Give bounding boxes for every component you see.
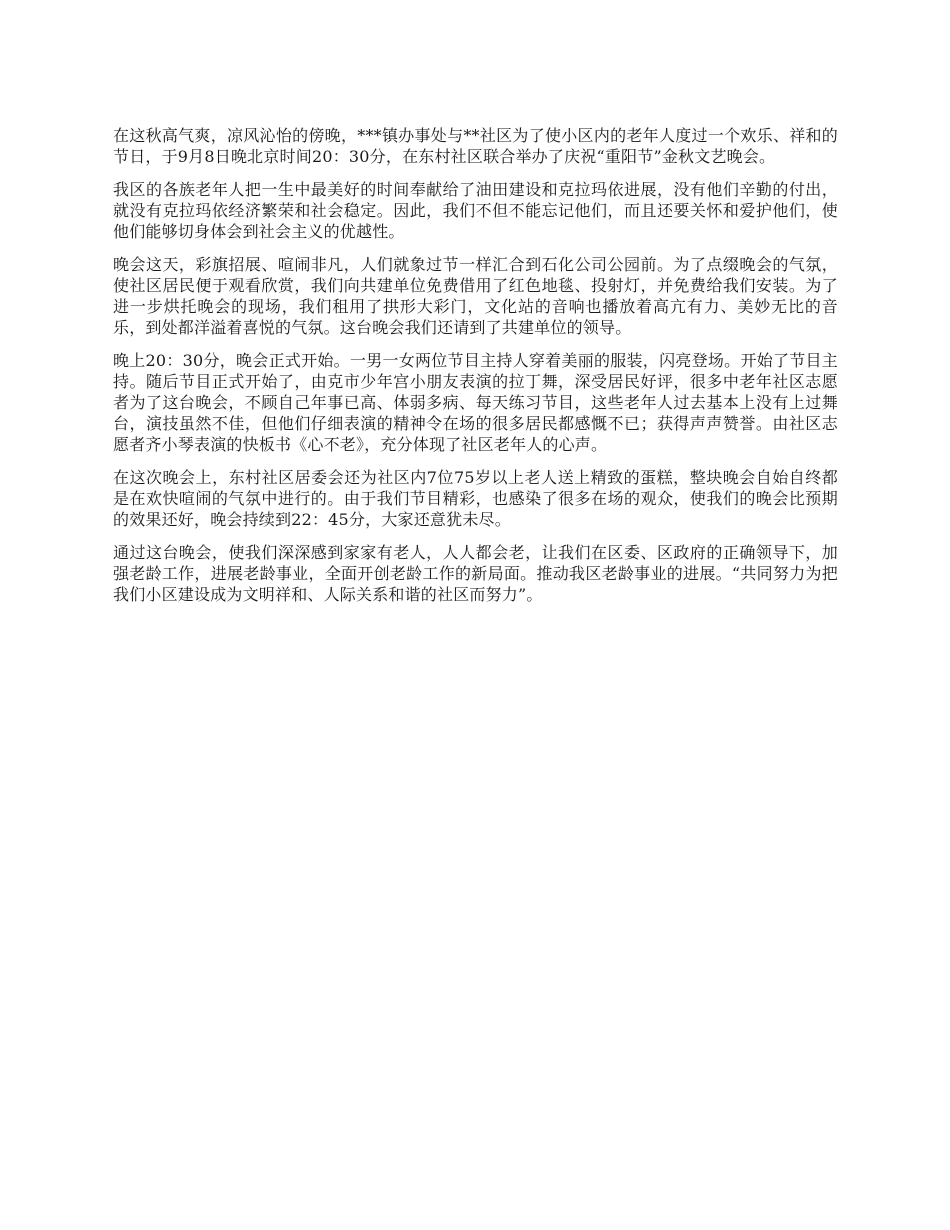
paragraph-3: 晚会这天，彩旗招展、喧闹非凡，人们就象过节一样汇合到石化公司公园前。为了点缀晚会的气氛，使社区居民便于观看欣赏，我们向共建单位免费借用了红色地毯、投射灯，并免费给我们安装。为了进一步烘托晚会的现场，我们租用了拱形大彩门，文化站的音响也播放着高亢有力、美妙无比的音乐，到处都洋溢着喜悦的气氛。这台晚会我们还请到了共建单位的领导。 xyxy=(113,255,838,337)
paragraph-6: 通过这台晚会，使我们深深感到家家有老人，人人都会老，让我们在区委、区政府的正确领导下，加强老龄工作，进展老龄事业，全面开创老龄工作的新局面。推动我区老龄事业的进展。“共同努力为把我们小区建设成为文明祥和、人际关系和谐的社区而努力”。 xyxy=(113,543,838,604)
paragraph-4: 晚上20：30分，晚会正式开始。一男一女两位节目主持人穿着美丽的服装，闪亮登场。开始了节目主持。随后节目正式开始了，由克市少年宫小朋友表演的拉丁舞，深受居民好评，很多中老年社区志愿者为了这台晚会，不顾自己年事已高、体弱多病、每天练习节目，这些老年人过去基本上没有上过舞台，演技虽然不佳，但他们仔细表演的精神令在场的很多居民都感慨不已；获得声声赞誉。由社区志愿者齐小琴表演的快板书《心不老》，充分体现了社区老年人的心声。 xyxy=(113,351,838,454)
paragraph-2: 我区的各族老年人把一生中最美好的时间奉献给了油田建设和克拉玛依进展，没有他们辛勤的付出，就没有克拉玛依经济繁荣和社会稳定。因此，我们不但不能忘记他们，而且还要关怀和爱护他们，使他们能够切身体会到社会主义的优越性。 xyxy=(113,180,838,241)
paragraph-1: 在这秋高气爽，凉风沁怡的傍晚，***镇办事处与**社区为了使小区内的老年人度过一个欢乐、祥和的节日，于9月8日晚北京时间20：30分，在东村社区联合举办了庆祝“重阳节”金秋文艺晚会。 xyxy=(113,126,838,166)
paragraph-5: 在这次晚会上，东村社区居委会还为社区内7位75岁以上老人送上精致的蛋糕，整块晚会自始自终都是在欢快喧闹的气氛中进行的。由于我们节目精彩，也感染了很多在场的观众，使我们的晚会比预期的效果还好，晚会持续到22：45分，大家还意犹未尽。 xyxy=(113,468,838,529)
document-body xyxy=(113,125,838,617)
